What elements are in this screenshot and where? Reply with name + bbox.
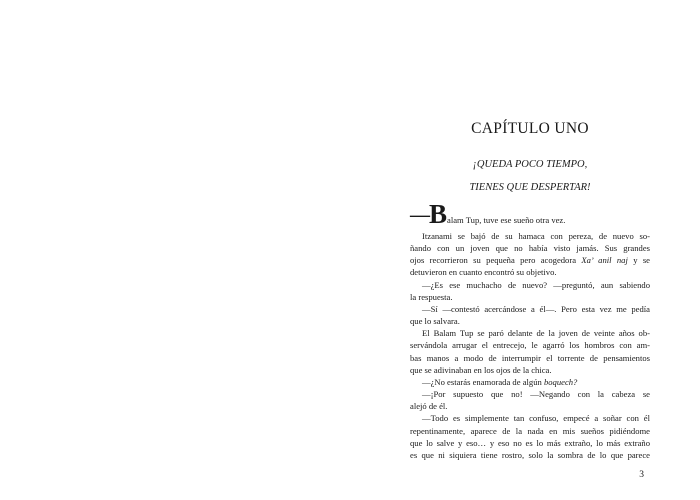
text-line: —Todo es simplemente tan confuso, empecé a soñar con él	[422, 413, 650, 424]
text-line: la respuesta.	[410, 291, 453, 302]
text-segment: ojos recorrieron su pequeña pero acogedora	[410, 255, 582, 266]
text-line: —¡Por supuesto que no! —Negando con la cabeza se	[422, 389, 650, 400]
text-line: que lo salvara.	[410, 316, 460, 327]
text-line: ñando con un joven que no había visto jamás. Sus grandes	[410, 243, 650, 254]
text-line: que se adivinaban en los ojos de la chica.	[410, 364, 552, 375]
text-line: es que ni siquiera tiene rostro, solo la sombra de lo que parece	[410, 449, 650, 460]
paragraph	[410, 279, 650, 303]
text-line: servándola arrugar el entrecejo, le agarró los hombros con am-	[410, 340, 650, 351]
paragraph	[410, 327, 650, 376]
paragraph	[410, 303, 650, 327]
page-number: 3	[639, 470, 644, 480]
text-line: —¿Es ese muchacho de nuevo? —preguntó, aun sabiendo	[422, 279, 650, 290]
opening-dash: —	[410, 204, 429, 226]
text-line: bas manos a modo de interrumpir el torrente de pensamientos	[410, 352, 650, 363]
right-page	[350, 0, 700, 500]
text-line: Itzanami se bajó de su hamaca con pereza, de nuevo so-	[422, 231, 650, 241]
epigraph-line: ¡QUEDA POCO TIEMPO,	[472, 159, 588, 170]
paragraph	[410, 230, 650, 279]
text-line: —Sí —contestó acercándose a él—. Pero esta vez me pedía	[422, 303, 650, 314]
text-segment: y se	[627, 255, 650, 266]
text-line	[410, 376, 650, 388]
epigraph-line: TIENES QUE DESPERTAR!	[469, 182, 591, 193]
text-line: alejó de él.	[410, 401, 448, 412]
paragraph	[410, 412, 650, 461]
text-segment: —¿No estarás enamorada de algún	[422, 376, 544, 387]
text-line: detuvieron en cuanto encontró su objetivo.	[410, 267, 557, 278]
text-line	[410, 254, 650, 266]
chapter-title: CAPÍTULO UNO	[471, 120, 589, 137]
opening-line	[410, 199, 650, 230]
italic-term: Xa’ anil naj	[581, 255, 628, 266]
chapter-body	[410, 199, 650, 461]
paragraph	[410, 388, 650, 412]
paragraph	[410, 376, 650, 388]
chapter-epigraph	[410, 153, 650, 199]
opening-text: alam Tup, tuve ese sueño otra vez.	[447, 215, 566, 225]
drop-cap: B	[429, 199, 448, 229]
italic-term: boquech?	[543, 376, 578, 387]
text-line: que lo salve y eso… y eso no es lo más extraño, lo más extraño	[410, 437, 650, 448]
text-line: repentinamente, aparece de la nada en mis sueños pidiéndome	[410, 425, 650, 436]
text-line: El Balam Tup se paró delante de la joven de veinte años ob-	[422, 328, 650, 339]
